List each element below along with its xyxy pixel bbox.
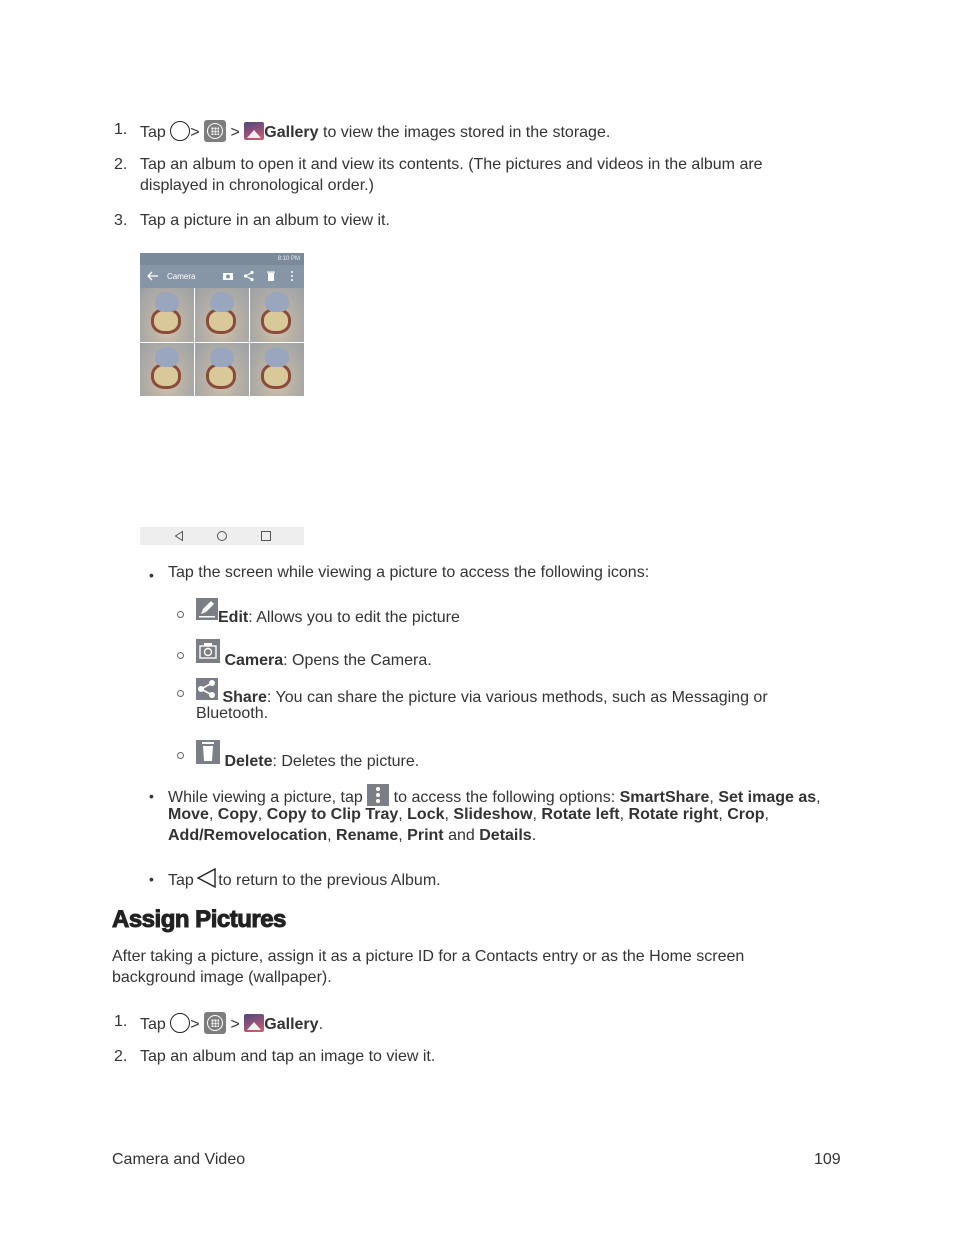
camera-desc: : Opens the Camera. [283,652,432,669]
bullet-2-line-3: Add/Removelocation, Rename, Print and Details. [168,827,537,844]
step-3-text: Tap a picture in an album to view it. [140,212,390,229]
separator: > [190,1016,200,1033]
option-rotate-left: Rotate left [541,806,620,823]
bullet-1-text: Tap the screen while viewing a picture to access the following icons: [168,564,650,581]
footer-chapter: Camera and Video [112,1151,246,1168]
recents-nav-icon [260,530,272,542]
step-number: 1. [114,121,128,138]
thumbnail-grid [140,288,304,396]
delete-icon [266,270,276,282]
thumbnail [195,288,249,342]
back-nav-icon [174,530,184,542]
apps-icon [204,120,226,142]
option-slideshow: Slideshow [453,806,533,823]
thumbnail [140,288,194,342]
bullet-dot: • [149,788,154,804]
gallery-label: Gallery [264,1016,319,1033]
status-time: 8:10 PM [277,256,300,262]
thumbnail [250,343,304,397]
share-label: Share [222,689,267,706]
camera-item [196,639,432,669]
step-2-line-2: displayed in chronological order.) [140,177,374,194]
sub-bullet [177,611,184,618]
bullet-dot: • [149,567,154,583]
option-smartshare: SmartShare [619,789,710,806]
delete-desc: : Deletes the picture. [272,753,420,770]
option-copy-to-clip-tray: Copy to Clip Tray [266,806,399,823]
text: to return to the previous Album. [218,872,441,889]
edit-item [196,598,460,624]
home-icon [170,121,190,141]
sub-bullet [177,690,184,697]
text: Tap [168,872,194,889]
back-arrow-icon [147,271,159,281]
step-text: Tap [140,124,166,141]
option-rename: Rename [336,827,399,844]
gallery-screenshot [140,253,304,396]
separator: > [230,1016,240,1033]
trash-icon [196,740,220,764]
option-copy: Copy [217,806,258,823]
step-text: to view the images stored in the storage. [323,124,611,141]
step-2-line-1: Tap an album to open it and view its contents. (The pictures and videos in the album are [140,156,763,173]
delete-label: Delete [224,753,273,770]
section-heading: Assign Pictures [112,906,286,933]
camera-icon [222,271,234,281]
apps-icon [204,1012,226,1034]
gallery-icon [244,122,264,140]
delete-item [196,740,420,770]
option-details: Details [479,827,532,844]
text: and [448,827,475,844]
step-2-number: 2. [114,1048,128,1065]
option-move: Move [168,806,209,823]
text: While viewing a picture, tap [168,789,363,806]
more-options-icon [290,270,294,282]
share-icon [196,678,218,700]
text: Tap [140,1016,166,1033]
share-icon [243,270,255,282]
separator: > [190,124,200,141]
bullet-3-text [168,867,441,891]
sub-bullet [177,752,184,759]
bullet-2-line-1: While viewing a picture, tap to access the following options: SmartShare, Set image as, [168,784,821,808]
bullet-dot: • [149,871,154,887]
gallery-label: Gallery [264,124,319,141]
camera-label: Camera [224,652,284,669]
step-1 [114,120,127,140]
album-title: Camera [167,272,196,281]
thumbnail [140,343,194,397]
edit-label: Edit [218,609,249,626]
option-add-remove-location: Add/Removelocation [168,827,328,844]
bullet-2-line-2: Move, Copy, Copy to Clip Tray, Lock, Slideshow, Rotate left, Rotate right, Crop, [168,806,769,823]
edit-desc: : Allows you to edit the picture [248,609,460,626]
separator: > [230,124,240,141]
thumbnail [195,343,249,397]
text: to access the following options: [393,789,616,806]
home-icon [170,1013,190,1033]
assign-step-1-text: Tap > > Gallery. [140,1012,323,1035]
gallery-icon [244,1014,264,1032]
step-3-number: 3. [114,212,128,229]
section-intro-line-1: After taking a picture, assign it as a picture ID for a Contacts entry or as the Home screen [112,948,745,965]
option-print: Print [407,827,444,844]
edit-icon [196,598,218,620]
option-set-image-as: Set image as [718,789,817,806]
page-number: 109 [814,1151,841,1168]
step-2-number: 2. [114,156,128,173]
share-item [196,678,768,704]
step-1-number: 1. [114,1013,128,1030]
thumbnail [250,288,304,342]
navigation-bar [140,527,304,545]
status-bar [140,253,304,265]
sub-bullet [177,652,184,659]
option-rotate-right: Rotate right [628,806,719,823]
home-nav-icon [216,530,228,542]
more-options-icon [367,784,389,806]
camera-icon [196,639,220,663]
back-icon [196,867,218,889]
option-lock: Lock [407,806,445,823]
option-crop: Crop [727,806,765,823]
assign-step-2-text: Tap an album and tap an image to view it. [140,1048,436,1065]
app-bar [140,265,304,288]
section-intro-line-2: background image (wallpaper). [112,969,332,986]
step-1-text [140,120,610,143]
share-desc-line-2: Bluetooth. [196,705,269,722]
share-desc: : You can share the picture via various methods, such as Messaging or [266,689,768,706]
